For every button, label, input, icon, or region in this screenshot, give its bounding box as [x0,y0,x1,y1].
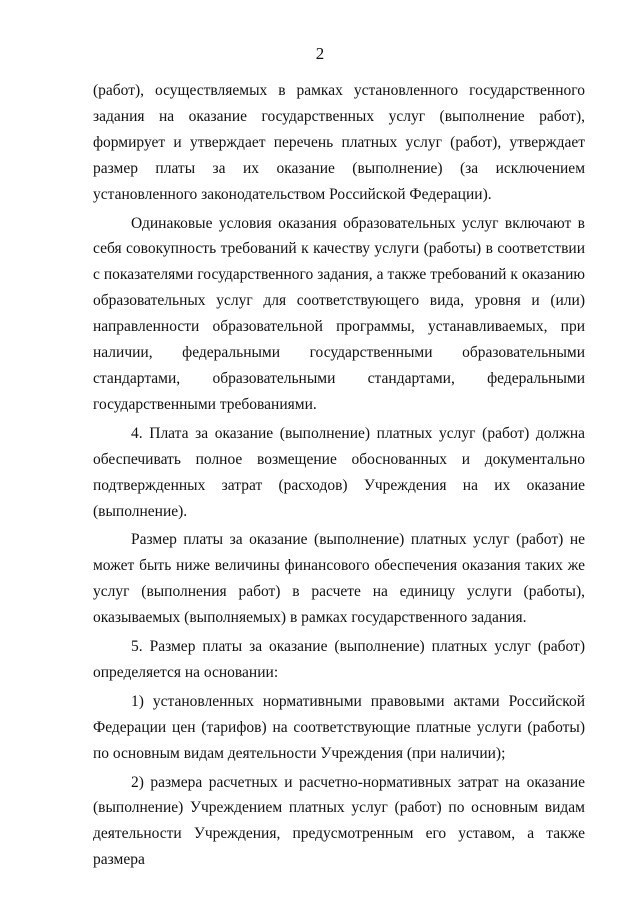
page-number: 2 [315,44,325,63]
paragraph-fee-minimum: Размер платы за оказание (выполнение) платных услуг (работ) не может быть ниже величины финансового обеспечения оказания таких же услуг (выполнения работ) в расчете на единицу услуги (работы), оказываемых (выполняемых) в рамках государственного задания. [93,531,585,627]
paragraph-subitem-2: 2) размера расчетных и расчетно-нормативных затрат на оказание (выполнение) Учреждением платных услуг (работ) по основным видам деятельности Учреждения, предусмотренным его уставом, а также размера [93,773,585,869]
paragraph-continuation: (работ), осуществляемых в рамках установленного государственного задания на оказание государственных услуг (выполнение работ), формирует и утверждает перечень платных услуг (работ), утверждает размер платы за их оказание (выполнение) (за исключением установленного законодательством Российской Федерации). [93,82,585,203]
paragraph-item-5: 5. Размер платы за оказание (выполнение) платных услуг (работ) определяется на основании: [93,638,585,681]
paragraph-item-4: 4. Плата за оказание (выполнение) платных услуг (работ) должна обеспечивать полное возмещение обоснованных и документально подтвержденных затрат (расходов) Учреждения на их оказание (выполнение). [93,424,585,520]
paragraph-subitem-1: 1) установленных нормативными правовыми актами Российской Федерации цен (тарифов) на соответствующие платные услуги (работы) по основным видам деятельности Учреждения (при наличии); [93,692,585,762]
document-body [93,78,585,873]
paragraph-equal-conditions: Одинаковые условия оказания образовательных услуг включают в себя совокупность требований к качеству услуги (работы) в соответствии с показателями государственного задания, а также требований к оказанию образовательных услуг для соответствующего вида, уровня и (или) направленности образовательной программы, устанавливаемых, при наличии, федеральными государственными образовательными стандартами, образовательными стандартами, федеральными государственными требованиями. [93,214,585,413]
